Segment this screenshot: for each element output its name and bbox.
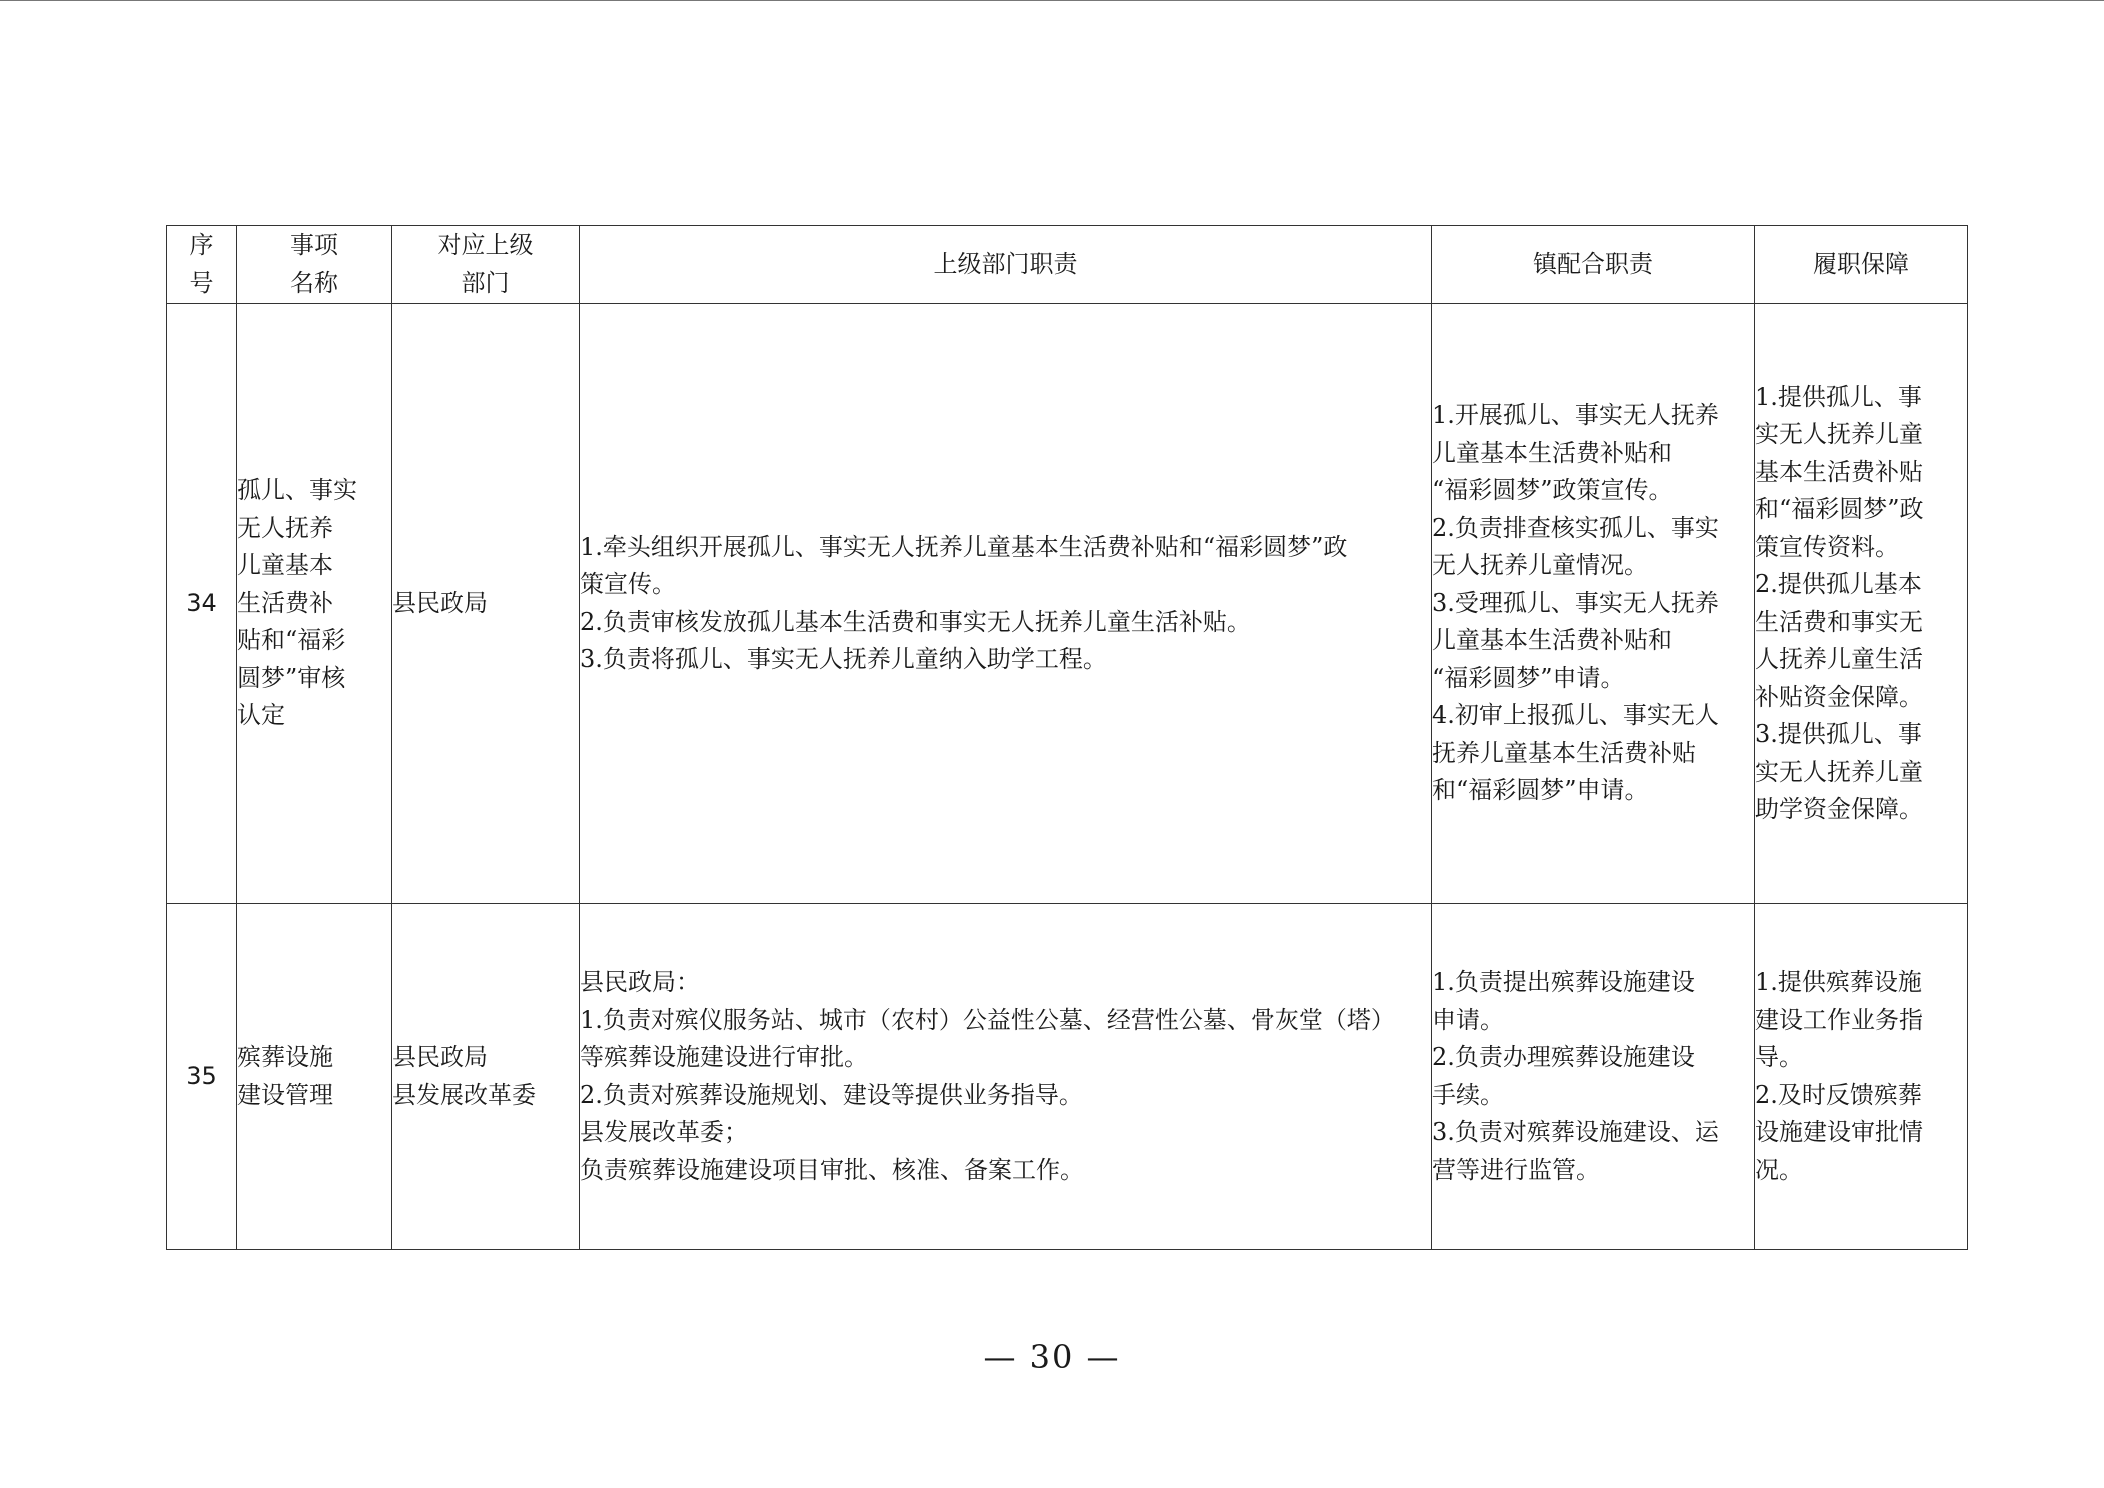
text-line: 1.开展孤儿、事实无人抚养 (1432, 401, 1719, 430)
text-line: 生活费和事实无 (1755, 607, 1923, 636)
text-line: 实无人抚养儿童 (1755, 757, 1923, 786)
text-line: 殡葬设施 (237, 1043, 333, 1071)
superior-dept (392, 304, 580, 904)
guarantee (1755, 904, 1968, 1250)
header-superior-dept (392, 226, 580, 304)
row-number: 34 (167, 304, 237, 904)
guarantee (1755, 304, 1968, 904)
text-line: 序 (189, 231, 214, 259)
text-line: 4.初审上报孤儿、事实无人 (1432, 701, 1719, 730)
text-line: 2.负责审核发放孤儿基本生活费和事实无人抚养儿童生活补贴。 (580, 607, 1251, 636)
text-line: 手续。 (1432, 1080, 1504, 1109)
text-line: 1.负责提出殡葬设施建设 (1432, 968, 1695, 996)
text-line: 人抚养儿童生活 (1755, 645, 1923, 673)
town-duty (1432, 904, 1755, 1250)
table-row (167, 304, 1968, 904)
text-line: 对应上级 (437, 231, 534, 259)
text-line: 号 (189, 268, 214, 297)
text-line: 1.提供殡葬设施 (1755, 968, 1922, 996)
header-town-duty (1432, 226, 1755, 304)
text-line: 儿童基本 (237, 551, 333, 580)
text-line: 1.牵头组织开展孤儿、事实无人抚养儿童基本生活费补贴和“福彩圆梦”政 (580, 532, 1348, 561)
text-line: 和“福彩圆梦”申请。 (1432, 776, 1649, 805)
text-line: 2.及时反馈殡葬 (1755, 1080, 1922, 1109)
text-line: 申请。 (1432, 1005, 1504, 1034)
text-line: 况。 (1755, 1155, 1803, 1184)
text-line: 2.提供孤儿基本 (1755, 570, 1922, 598)
superior-dept (392, 904, 580, 1250)
text-line: 3.负责对殡葬设施建设、运 (1432, 1118, 1719, 1146)
text-line: 孤儿、事实 (237, 476, 357, 505)
superior-duty (580, 904, 1432, 1250)
text-line: 和“福彩圆梦”政 (1755, 495, 1924, 523)
text-line: 名称 (290, 268, 338, 297)
text-line: 履职保障 (1813, 249, 1909, 278)
text-line: 部门 (461, 268, 510, 297)
text-line: “福彩圆梦”申请。 (1432, 663, 1625, 692)
text-line: 贴和“福彩 (237, 626, 346, 655)
text-line: 3.受理孤儿、事实无人抚养 (1432, 588, 1719, 617)
text-line: 县民政局 (392, 588, 488, 617)
text-line: 3.负责将孤儿、事实无人抚养儿童纳入助学工程。 (580, 645, 1107, 673)
text-line: 负责殡葬设施建设项目审批、核准、备案工作。 (580, 1155, 1084, 1184)
text-line: 设施建设审批情 (1755, 1118, 1923, 1146)
text-line: 县发展改革委 (392, 1080, 536, 1109)
text-line: 儿童基本生活费补贴和 (1432, 626, 1672, 655)
text-line: 县民政局： (580, 968, 700, 996)
text-line: 补贴资金保障。 (1755, 682, 1923, 711)
table-row (167, 904, 1968, 1250)
item-name (237, 304, 392, 904)
text-line: 1.负责对殡仪服务站、城市（农村）公益性公墓、经营性公墓、骨灰堂（塔） (580, 1005, 1395, 1034)
top-border-line (0, 0, 2104, 1)
text-line: 圆梦”审核 (237, 663, 346, 692)
text-line: 策宣传资料。 (1755, 532, 1899, 561)
header-superior-duty (580, 226, 1432, 304)
text-line: 助学资金保障。 (1755, 795, 1923, 823)
text-line: 无人抚养 (237, 513, 333, 542)
item-name (237, 904, 392, 1250)
text-line: 2.负责排查核实孤儿、事实 (1432, 513, 1719, 542)
town-duty (1432, 304, 1755, 904)
page-number: — 30 — (983, 1338, 1121, 1376)
text-line: 无人抚养儿童情况。 (1432, 551, 1648, 580)
text-line: 生活费补 (237, 588, 333, 617)
text-line: 2.负责办理殡葬设施建设 (1432, 1043, 1695, 1071)
responsibility-table (166, 225, 1968, 1250)
text-line: 抚养儿童基本生活费补贴 (1432, 738, 1696, 767)
text-line: 实无人抚养儿童 (1755, 420, 1923, 448)
text-line: 事项 (290, 231, 338, 259)
header-guarantee (1755, 226, 1968, 304)
text-line: 建设管理 (237, 1080, 333, 1109)
text-line: 等殡葬设施建设进行审批。 (580, 1043, 868, 1071)
text-line: 认定 (237, 701, 285, 730)
text-line: 儿童基本生活费补贴和 (1432, 438, 1672, 467)
superior-duty (580, 304, 1432, 904)
header-seq (167, 226, 237, 304)
text-line: 建设工作业务指 (1755, 1005, 1923, 1034)
text-line: 1.提供孤儿、事 (1755, 382, 1922, 411)
text-line: 基本生活费补贴 (1755, 457, 1923, 486)
text-line: 3.提供孤儿、事 (1755, 720, 1922, 748)
header-item-name (237, 226, 392, 304)
text-line: 上级部门职责 (933, 249, 1078, 278)
text-line: 县发展改革委； (580, 1118, 748, 1146)
text-line: 导。 (1755, 1043, 1803, 1071)
row-number: 35 (167, 904, 237, 1250)
text-line: “福彩圆梦”政策宣传。 (1432, 476, 1673, 505)
text-line: 镇配合职责 (1533, 249, 1653, 278)
text-line: 营等进行监管。 (1432, 1155, 1600, 1184)
text-line: 策宣传。 (580, 570, 676, 598)
table-header-row (167, 226, 1968, 304)
text-line: 2.负责对殡葬设施规划、建设等提供业务指导。 (580, 1080, 1083, 1109)
text-line: 县民政局 (392, 1043, 488, 1071)
